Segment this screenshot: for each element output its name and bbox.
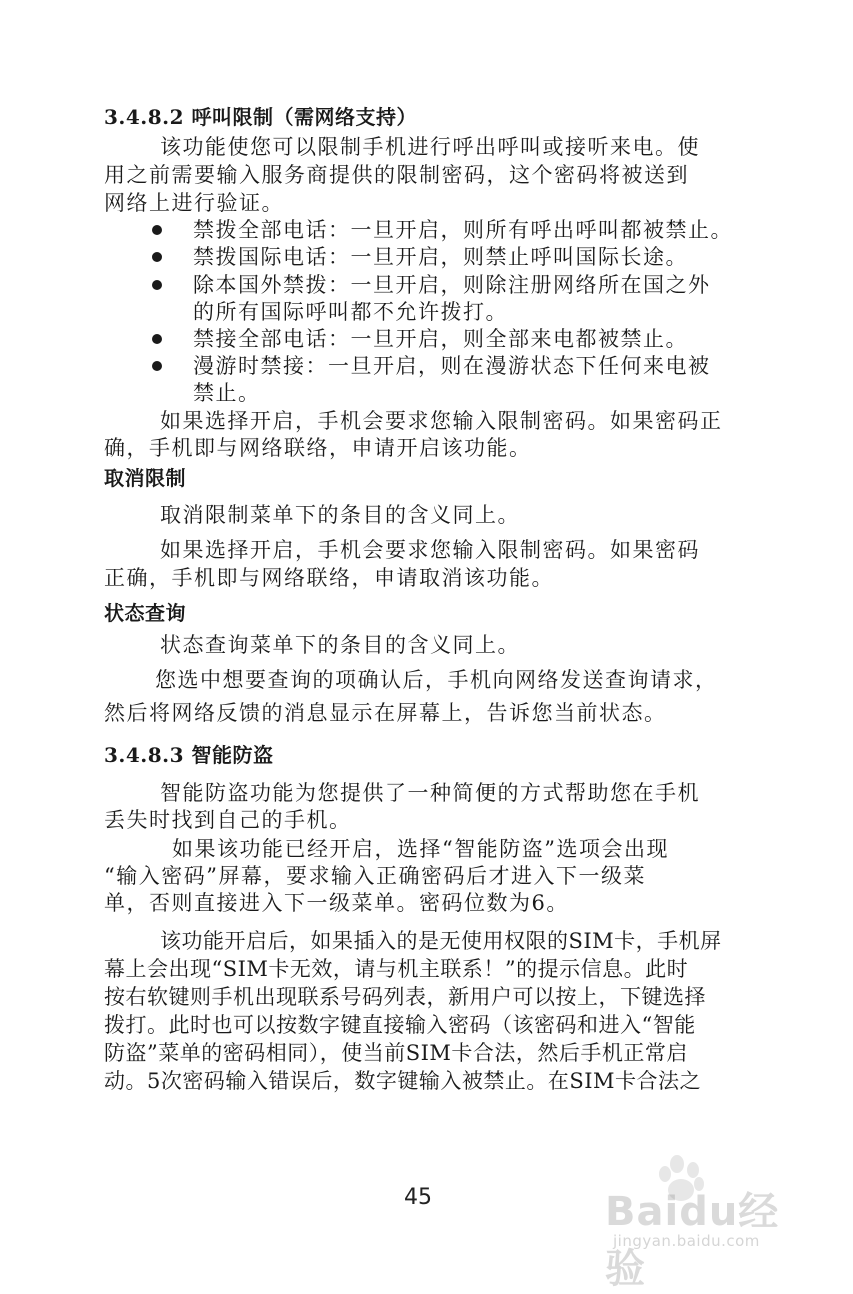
paragraph-line: 动。5次密码输入错误后，数字键输入被禁止。在SIM卡合法之 [104,1069,702,1093]
paragraph-line: 按右软键则手机出现联系号码列表，新用户可以按上，下键选择 [104,985,706,1009]
bullet-icon [152,280,162,290]
paragraph-line: 状态查询菜单下的条目的含义同上。 [160,633,520,657]
subheading-cancel-barring: 取消限制 [104,466,186,490]
page-number: 45 [404,1185,432,1210]
paragraph-line: 您选中想要查询的项确认后，手机向网络发送查询请求， [155,668,718,692]
paragraph-line: 确，手机即与网络联络，申请开启该功能。 [104,436,532,460]
bullet-icon [152,225,162,235]
paragraph-line: 丢失时找到自己的手机。 [104,808,352,832]
paragraph-line: 正确，手机即与网络联络，申请取消该功能。 [104,566,554,590]
watermark-brand: Baidu经验 [605,1189,780,1292]
paragraph-line: 然后将网络反馈的消息显示在屏幕上，告诉您当前状态。 [104,701,667,725]
bullet-item: 禁拨全部电话：一旦开启，则所有呼出呼叫都被禁止。 [193,218,733,242]
paragraph-line: 网络上进行验证。 [104,191,284,215]
bullet-item: 漫游时禁接：一旦开启，则在漫游状态下任何来电被 [193,354,711,378]
section-heading-anti-theft: 3.4.8.3 智能防盗 [104,743,274,767]
paragraph-line: 如果该功能已经开启，选择“智能防盗”选项会出现 [172,837,669,861]
paragraph-line: 如果选择开启，手机会要求您输入限制密码。如果密码正 [160,409,723,433]
baidu-watermark [605,1150,815,1292]
paragraph-line: 取消限制菜单下的条目的含义同上。 [160,503,520,527]
bullet-item-continuation: 禁止。 [193,381,261,405]
bullet-item: 禁拨国际电话：一旦开启，则禁止呼叫国际长途。 [193,245,688,269]
paragraph-line: 防盗”菜单的密码相同），使当前SIM卡合法，然后手机正常启 [104,1041,688,1065]
paragraph-line: 单，否则直接进入下一级菜单。密码位数为6。 [104,891,569,915]
paragraph-line: 如果选择开启，手机会要求您输入限制密码。如果密码 [160,538,700,562]
section-heading-call-barring: 3.4.8.2 呼叫限制（需网络支持） [104,105,418,129]
bullet-icon [152,334,162,344]
bullet-item: 禁接全部电话：一旦开启，则全部来电都被禁止。 [193,327,688,351]
paragraph-line: 用之前需要输入服务商提供的限制密码，这个密码将被送到 [104,163,689,187]
paragraph-line: 该功能开启后，如果插入的是无使用权限的SIM卡，手机屏 [160,929,722,953]
bullet-item: 除本国外禁拨：一旦开启，则除注册网络所在国之外 [193,273,711,297]
paragraph-line: 拨打。此时也可以按数字键直接输入密码（该密码和进入“智能 [104,1013,696,1037]
subheading-status-query: 状态查询 [104,601,186,625]
paragraph-line: 智能防盗功能为您提供了一种简便的方式帮助您在手机 [160,781,700,805]
paragraph-line: 幕上会出现“SIM卡无效，请与机主联系！”的提示信息。此时 [104,957,689,981]
bullet-item-continuation: 的所有国际呼叫都不允许拨打。 [193,300,508,324]
bullet-icon [152,361,162,371]
paragraph-line: “输入密码”屏幕，要求输入正确密码后才进入下一级菜 [104,864,646,888]
watermark-url: jingyan.baidu.com [613,1232,760,1250]
bullet-icon [152,252,162,262]
paragraph-line: 该功能使您可以限制手机进行呼出呼叫或接听来电。使 [160,135,700,159]
